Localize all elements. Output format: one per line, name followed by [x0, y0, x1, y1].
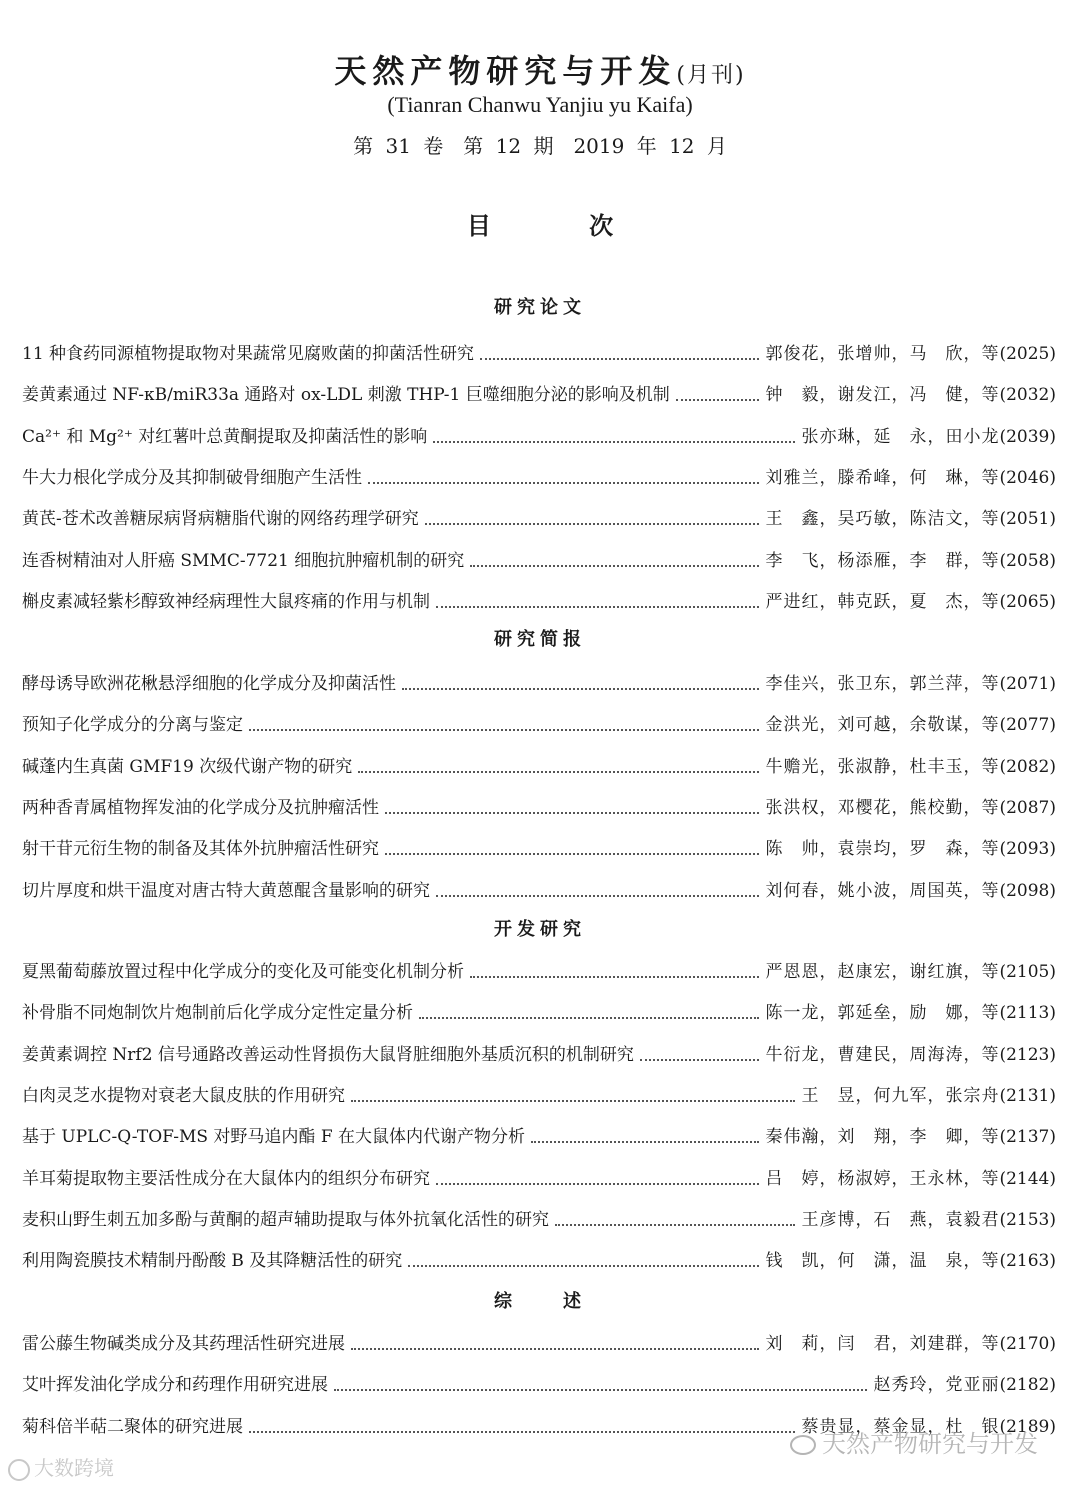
entry-page: (2170)	[999, 1334, 1056, 1354]
entry-title: 连香树精油对人肝癌 SMMC-7721 细胞抗肿瘤机制的研究	[22, 550, 465, 571]
entry-authors: 吕 婷，杨淑婷，王永林，等	[765, 1168, 1000, 1189]
entry-page: (2051)	[999, 509, 1056, 530]
entry-title: 牛大力根化学成分及其抑制破骨细胞产生活性	[22, 467, 362, 488]
entry-title: 补骨脂不同炮制饮片炮制前后化学成分定性定量分析	[22, 1003, 413, 1024]
entry-title: 利用陶瓷膜技术精制丹酚酸 B 及其降糖活性的研究	[22, 1251, 403, 1272]
watermark-left	[8, 1452, 114, 1481]
entry-authors: 王 昱，何九军，张宗舟	[801, 1085, 1000, 1106]
entry-title: 射干苷元衍生物的制备及其体外抗肿瘤活性研究	[22, 839, 379, 860]
dot-leader	[433, 440, 795, 443]
weibo-icon	[8, 1459, 30, 1481]
toc-entry[interactable]	[22, 999, 1056, 1025]
dot-leader	[470, 564, 759, 567]
entry-authors: 刘何春，姚小波，周国英，等	[765, 880, 1000, 901]
toc-entry[interactable]	[22, 1247, 1056, 1273]
toc-entry[interactable]	[22, 1371, 1056, 1397]
dot-leader	[358, 770, 759, 773]
entry-title: 酵母诱导欧洲花楸悬浮细胞的化学成分及抑菌活性	[22, 674, 396, 694]
toc-entry[interactable]	[22, 1165, 1056, 1191]
entry-page: (2046)	[999, 467, 1056, 488]
dot-leader	[531, 1140, 759, 1143]
entry-page: (2058)	[999, 550, 1056, 571]
dot-leader	[470, 975, 759, 978]
dot-leader	[436, 1182, 759, 1185]
entry-authors: 钟 毅，谢发江，冯 健，等	[765, 385, 1000, 406]
dot-leader	[351, 1347, 759, 1350]
entry-page: (2189)	[999, 1416, 1056, 1437]
entry-title: 黄芪-苍术改善糖尿病肾病糖脂代谢的网络药理学研究	[22, 509, 419, 530]
entry-title: 雷公藤生物碱类成分及其药理活性研究进展	[22, 1334, 345, 1354]
entry-page: (2093)	[999, 839, 1056, 860]
entry-page: (2098)	[999, 880, 1056, 901]
toc-entry[interactable]	[22, 505, 1056, 531]
entry-authors: 郭俊花，张增帅，马 欣，等	[765, 344, 1000, 364]
dot-leader	[555, 1223, 795, 1226]
entry-title: 姜黄素调控 Nrf2 信号通路改善运动性肾损伤大鼠肾脏细胞外基质沉积的机制研究	[22, 1044, 634, 1065]
dot-leader	[408, 1264, 759, 1267]
entry-authors: 刘 莉，闫 君，刘建群，等	[765, 1334, 1000, 1354]
contents-heading: 目 次	[466, 211, 614, 240]
toc-entry[interactable]	[22, 711, 1056, 737]
section-heading: 研究论文	[494, 297, 586, 318]
entry-page: (2071)	[999, 674, 1056, 694]
entry-title: 麦积山野生刺五加多酚与黄酮的超声辅助提取与体外抗氧化活性的研究	[22, 1209, 549, 1230]
journal-title-subtitle: (月刊)	[676, 63, 746, 88]
entry-page: (2105)	[999, 962, 1056, 982]
toc-entry[interactable]	[22, 670, 1056, 696]
entry-title: 白肉灵芝水提物对衰老大鼠皮肤的作用研究	[22, 1085, 345, 1106]
dot-leader	[640, 1058, 760, 1061]
entry-authors: 赵秀玲，党亚丽	[873, 1375, 1000, 1396]
entry-authors: 李佳兴，张卫东，郭兰萍，等	[765, 674, 1000, 694]
journal-pinyin: (Tianran Chanwu Yanjiu yu Kaifa)	[387, 92, 693, 117]
entry-page: (2144)	[999, 1168, 1056, 1189]
section-heading: 开发研究	[494, 919, 586, 940]
entry-authors: 严恩恩，赵康宏，谢红旗，等	[765, 962, 1000, 982]
dot-leader	[425, 522, 760, 525]
entry-authors: 陈一龙，郭延垒，励 娜，等	[765, 1003, 1000, 1024]
entry-authors: 张亦琳，延 永，田小龙	[801, 426, 1000, 447]
entry-authors: 蔡贵显，蔡金显，杜 银	[801, 1416, 1000, 1437]
entry-title: 槲皮素减轻紫杉醇致神经病理性大鼠疼痛的作用与机制	[22, 591, 430, 612]
entry-page: (2077)	[999, 715, 1056, 736]
toc-entry[interactable]	[22, 547, 1056, 573]
entry-page: (2137)	[999, 1127, 1056, 1148]
toc-entry[interactable]	[22, 588, 1056, 614]
toc-entry[interactable]	[22, 794, 1056, 820]
dot-leader	[436, 894, 759, 897]
toc-entry[interactable]	[22, 1082, 1056, 1108]
entry-authors: 金洪光，刘可越，余敬谋，等	[765, 715, 1000, 736]
wechat-icon	[790, 1435, 816, 1455]
entry-authors: 秦伟瀚，刘 翔，李 卿，等	[765, 1127, 1000, 1148]
toc-entry[interactable]	[22, 1330, 1056, 1356]
entry-page: (2065)	[999, 591, 1056, 612]
entry-title: 基于 UPLC-Q-TOF-MS 对野马追内酯 F 在大鼠体内代谢产物分析	[22, 1127, 526, 1148]
entry-authors: 王 鑫，吴巧敏，陈洁文，等	[765, 509, 1000, 530]
entry-title: Ca²⁺ 和 Mg²⁺ 对红薯叶总黄酮提取及抑菌活性的影响	[22, 426, 428, 447]
entry-page: (2087)	[999, 797, 1056, 818]
entry-authors: 钱 凯，何 潇，温 泉，等	[765, 1251, 1000, 1272]
entry-title: 11 种食药同源植物提取物对果蔬常见腐败菌的抑菌活性研究	[22, 344, 475, 364]
entry-title: 羊耳菊提取物主要活性成分在大鼠体内的组织分布研究	[22, 1168, 430, 1189]
toc-entry[interactable]	[22, 1041, 1056, 1067]
entry-authors: 陈 帅，袁崇均，罗 森，等	[765, 839, 1000, 860]
toc-entry[interactable]	[22, 958, 1056, 984]
watermark-right-text: 天然产物研究与开发	[822, 1430, 1038, 1458]
dot-leader	[676, 398, 760, 401]
entry-title: 切片厚度和烘干温度对唐古特大黄蒽醌含量影响的研究	[22, 880, 430, 901]
dot-leader	[368, 481, 759, 484]
watermark-left-text: 大数跨境	[34, 1456, 114, 1480]
toc-entry[interactable]	[22, 835, 1056, 861]
entry-authors: 牛赡光，张淑静，杜丰玉，等	[765, 756, 1000, 777]
watermark-right	[790, 1424, 1038, 1459]
toc-entry[interactable]	[22, 753, 1056, 779]
entry-authors: 王彦博，石 燕，袁毅君	[801, 1209, 1000, 1230]
toc-entry[interactable]	[22, 340, 1056, 366]
toc-entry[interactable]	[22, 877, 1056, 903]
dot-leader	[385, 811, 759, 814]
entry-page: (2123)	[999, 1044, 1056, 1065]
toc-entry[interactable]	[22, 381, 1056, 407]
entry-page: (2163)	[999, 1251, 1056, 1272]
dot-leader	[249, 1430, 795, 1433]
section-heading: 综 述	[494, 1291, 586, 1312]
dot-leader	[385, 852, 759, 855]
entry-title: 艾叶挥发油化学成分和药理作用研究进展	[22, 1375, 328, 1396]
toc-entry[interactable]	[22, 1123, 1056, 1149]
entry-authors: 张洪权，邓樱花，熊校勤，等	[765, 797, 1000, 818]
entry-page: (2113)	[999, 1003, 1056, 1024]
dot-leader	[249, 728, 759, 731]
journal-title-main: 天然产物研究与开发	[334, 52, 677, 90]
dot-leader	[351, 1099, 795, 1102]
entry-title: 菊科倍半萜二聚体的研究进展	[22, 1416, 243, 1437]
entry-authors: 刘雅兰，滕希峰，何 琳，等	[765, 467, 1000, 488]
entry-authors: 李 飞，杨添雁，李 群，等	[765, 550, 1000, 571]
dot-leader	[419, 1016, 759, 1019]
entry-page: (2039)	[999, 426, 1056, 447]
entry-page: (2131)	[999, 1085, 1056, 1106]
section-heading: 研究简报	[494, 629, 586, 650]
entry-page: (2182)	[999, 1375, 1056, 1396]
dot-leader	[334, 1388, 867, 1391]
entry-title: 碱蓬内生真菌 GMF19 次级代谢产物的研究	[22, 756, 353, 777]
entry-title: 两种香青属植物挥发油的化学成分及抗肿瘤活性	[22, 797, 379, 818]
issue-info: 第 31 卷 第 12 期 2019 年 12 月	[353, 134, 727, 158]
dot-leader	[480, 357, 759, 360]
entry-authors: 严进红，韩克跃，夏 杰，等	[765, 591, 1000, 612]
entry-page: (2082)	[999, 756, 1056, 777]
entry-page: (2025)	[999, 344, 1056, 364]
entry-page: (2032)	[999, 385, 1056, 406]
toc-entry[interactable]	[22, 423, 1056, 449]
toc-entry[interactable]	[22, 464, 1056, 490]
entry-title: 姜黄素通过 NF-κB/miR33a 通路对 ox-LDL 刺激 THP-1 巨噬细胞分泌的影响及机制	[22, 385, 670, 406]
dot-leader	[402, 687, 759, 690]
entry-page: (2153)	[999, 1209, 1056, 1230]
entry-title: 夏黑葡萄藤放置过程中化学成分的变化及可能变化机制分析	[22, 962, 464, 982]
entry-authors: 牛衍龙，曹建民，周海涛，等	[765, 1044, 1000, 1065]
entry-title: 预知子化学成分的分离与鉴定	[22, 715, 243, 736]
toc-entry[interactable]	[22, 1206, 1056, 1232]
dot-leader	[436, 605, 759, 608]
journal-title	[0, 46, 1080, 92]
